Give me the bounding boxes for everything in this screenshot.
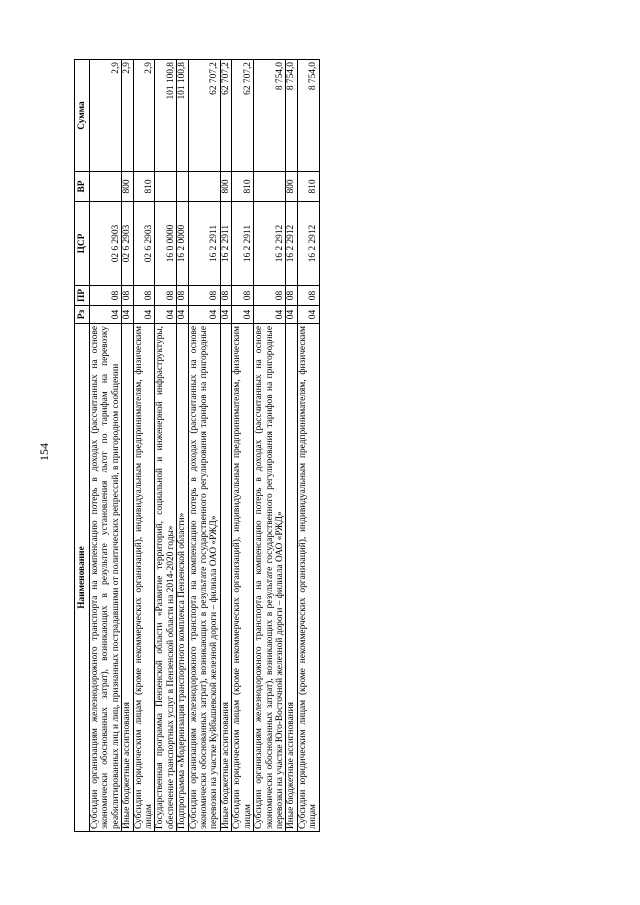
- row-pr: 08: [90, 286, 122, 306]
- row-rz: 04: [177, 306, 188, 324]
- row-rz: 04: [254, 306, 286, 324]
- row-sum: 8 754,0: [297, 60, 319, 172]
- row-pr: 08: [297, 286, 319, 306]
- row-csr: 16 2 2911: [188, 202, 220, 286]
- row-pr: 08: [155, 286, 177, 306]
- row-pr: 08: [254, 286, 286, 306]
- table-header-row: [75, 60, 90, 832]
- row-pr: 08: [232, 286, 254, 306]
- header-sum: Сумма: [75, 60, 90, 172]
- row-rz: 04: [232, 306, 254, 324]
- row-name: Субсидии юридическим лицам (кроме некоммерческих организаций), индивидуальным предпринимателям, физическим лицам: [297, 324, 319, 832]
- row-sum: 62 707,2: [232, 60, 254, 172]
- table-row: [155, 60, 177, 832]
- row-pr: 08: [286, 286, 297, 306]
- row-sum: 2,9: [133, 60, 155, 172]
- row-sum: 2,9: [122, 60, 133, 172]
- budget-table: [74, 59, 320, 832]
- row-name: Государственная программа Пензенской области «Развитие территорий, социальной и инженерной инфраструктуры, обеспечение транспортных услуг в Пензенской области на 2014-2020 годы»: [155, 324, 177, 832]
- row-vr: 810: [133, 172, 155, 202]
- page-number-text: 154: [37, 443, 51, 461]
- header-rz: Рз: [75, 306, 90, 324]
- table-row: [133, 60, 155, 832]
- page-number: [38, 440, 50, 464]
- row-pr: 08: [133, 286, 155, 306]
- row-csr: 16 2 2911: [232, 202, 254, 286]
- row-sum: 62 707,2: [188, 60, 220, 172]
- row-csr: 16 2 2912: [297, 202, 319, 286]
- table-row: [220, 60, 231, 832]
- table-row: [297, 60, 319, 832]
- row-rz: 04: [220, 306, 231, 324]
- row-csr: 16 2 2912: [286, 202, 297, 286]
- row-vr: [188, 172, 220, 202]
- row-name: Субсидии юридическим лицам (кроме некоммерческих организаций), индивидуальным предпринимателям, физическим лицам: [133, 324, 155, 832]
- row-vr: [90, 172, 122, 202]
- table-row: [188, 60, 220, 832]
- row-csr: 16 2 0000: [177, 202, 188, 286]
- row-rz: 04: [90, 306, 122, 324]
- row-pr: 08: [220, 286, 231, 306]
- row-vr: 810: [232, 172, 254, 202]
- row-name: Субсидии организациям железнодорожного транспорта на компенсацию потерь в доходах (рассчитанных на основе экономически обоснованных затрат), возникающих в результате установления льгот по тарифам на перевозку реабилитированных лиц и лиц, признанных пострадавшими от политических репрессий, в пригородном сообщении: [90, 324, 122, 832]
- row-vr: 800: [286, 172, 297, 202]
- row-name: Субсидии организациям железнодорожного транспорта на компенсацию потерь в доходах (рассчитанных на основе экономически обоснованных затрат), возникающих в результате государственного регулирования тарифов на пригородные перевозки на участке Юго-Восточной железной дороги – филиала ОАО «РЖД»: [254, 324, 286, 832]
- row-name: Субсидии юридическим лицам (кроме некоммерческих организаций), индивидуальным предпринимателям, физическим лицам: [232, 324, 254, 832]
- row-sum: 8 754,0: [286, 60, 297, 172]
- row-vr: [155, 172, 177, 202]
- row-name: Иные бюджетные ассигнования: [220, 324, 231, 832]
- row-name: Иные бюджетные ассигнования: [122, 324, 133, 832]
- table-row: [90, 60, 122, 832]
- row-vr: [177, 172, 188, 202]
- row-sum: 2,9: [90, 60, 122, 172]
- row-rz: 04: [188, 306, 220, 324]
- row-pr: 08: [177, 286, 188, 306]
- table-row: [122, 60, 133, 832]
- row-vr: 810: [297, 172, 319, 202]
- row-name: Подпрограмма «Модернизация транспортного комплекса Пензенской области»: [177, 324, 188, 832]
- row-rz: 04: [155, 306, 177, 324]
- row-csr: 02 6 2903: [122, 202, 133, 286]
- row-csr: 16 2 2912: [254, 202, 286, 286]
- header-vr: ВР: [75, 172, 90, 202]
- table-row: [232, 60, 254, 832]
- row-csr: 02 6 2903: [133, 202, 155, 286]
- header-csr: ЦСР: [75, 202, 90, 286]
- row-name: Иные бюджетные ассигнования: [286, 324, 297, 832]
- table-row: [286, 60, 297, 832]
- row-pr: 08: [188, 286, 220, 306]
- row-rz: 04: [133, 306, 155, 324]
- row-sum: 8 754,0: [254, 60, 286, 172]
- row-name: Субсидии организациям железнодорожного транспорта на компенсацию потерь в доходах (рассчитанных на основе экономически обоснованных затрат), возникающих в результате государственного регулирования тарифов на пригородные перевозки на участке Куйбышевской железной дороги – филиала ОАО «РЖД»: [188, 324, 220, 832]
- row-vr: 800: [220, 172, 231, 202]
- header-name: Наименование: [75, 324, 90, 832]
- table-row: [254, 60, 286, 832]
- row-vr: 800: [122, 172, 133, 202]
- row-csr: 02 6 2903: [90, 202, 122, 286]
- header-pr: ПР: [75, 286, 90, 306]
- row-csr: 16 2 2911: [220, 202, 231, 286]
- row-sum: 101 100,8: [177, 60, 188, 172]
- row-rz: 04: [286, 306, 297, 324]
- row-sum: 101 100,8: [155, 60, 177, 172]
- rotated-table-container: [74, 60, 488, 832]
- row-vr: [254, 172, 286, 202]
- row-csr: 16 0 0000: [155, 202, 177, 286]
- row-sum: 62 707,2: [220, 60, 231, 172]
- table-row: [177, 60, 188, 832]
- row-rz: 04: [297, 306, 319, 324]
- row-rz: 04: [122, 306, 133, 324]
- row-pr: 08: [122, 286, 133, 306]
